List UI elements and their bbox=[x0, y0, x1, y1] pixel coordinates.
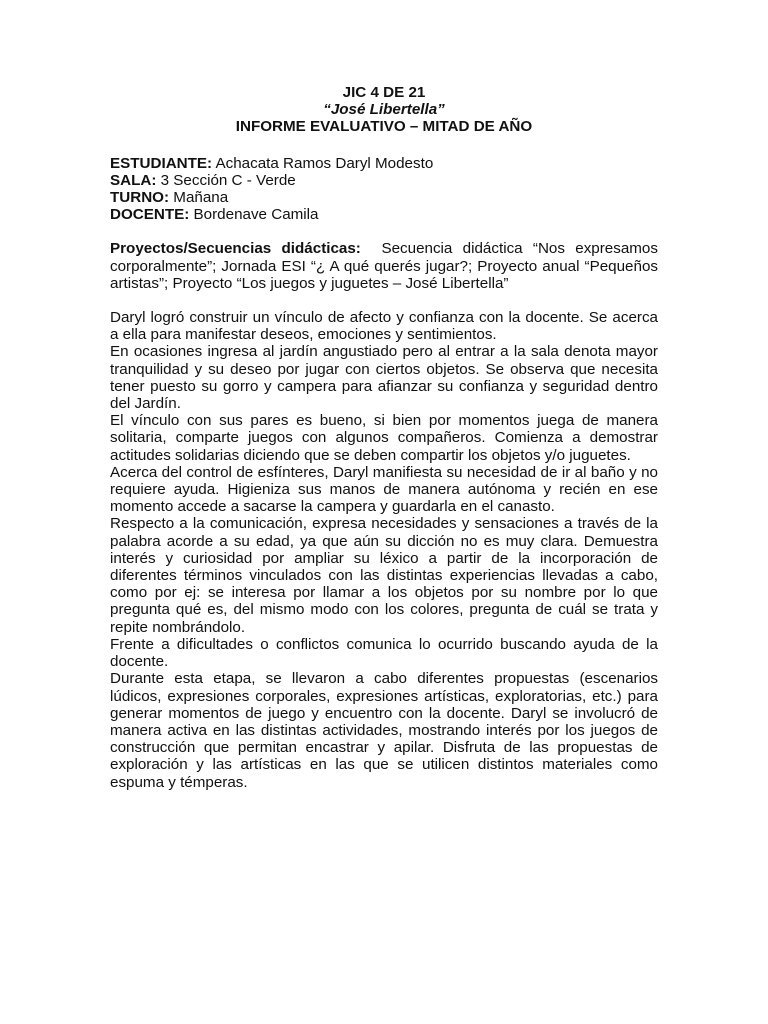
student-value: Achacata Ramos Daryl Modesto bbox=[215, 154, 434, 172]
paragraph-arrival: En ocasiones ingresa al jardín angustiado pero al entrar a la sala denota mayor tranquilidad y su deseo por jugar con ciertos objetos. Se observa que necesita tener puesto su gorro y campera para afianzar su confianza y seguridad dentro del Jardín. bbox=[110, 343, 658, 413]
report-title: INFORME EVALUATIVO – MITAD DE AÑO bbox=[235, 118, 533, 136]
paragraph-hygiene: Acerca del control de esfínteres, Daryl manifiesta su necesidad de ir al baño y no requiere ayuda. Higieniza sus manos de manera autónoma y recién en ese momento accede a sacarse la campera y guardarla en el canasto. bbox=[110, 463, 658, 516]
projects-section bbox=[110, 240, 658, 292]
student-row bbox=[110, 155, 658, 172]
paragraph-conflicts: Frente a dificultades o conflictos comunica lo ocurrido buscando ayuda de la docente. bbox=[110, 635, 658, 671]
teacher-value: Bordenave Camila bbox=[193, 206, 319, 224]
paragraph-bond-teacher: Daryl logró construir un vínculo de afecto y confianza con la docente. Se acerca a ella para manifestar deseos, emociones y sentimientos. bbox=[110, 309, 658, 344]
student-info bbox=[110, 155, 658, 224]
paragraph-peers: El vínculo con sus pares es bueno, si bien por momentos juega de manera solitaria, comparte juegos con algunos compañeros. Comienza a demostrar actitudes solidarias diciendo que se deben compartir los objetos y/o juguetes. bbox=[110, 412, 658, 464]
institution-title: JIC 4 DE 21 bbox=[342, 84, 426, 101]
teacher-label: DOCENTE: bbox=[110, 206, 190, 224]
projects-text: Secuencia didáctica “Nos expresamos corporalmente”; Jornada ESI “¿ A qué querés jugar?; Proyecto anual “Pequeños artistas”; Proyecto “Los juegos y juguetes – José Libertella” bbox=[110, 240, 658, 292]
paragraph-communication: Respecto a la comunicación, expresa necesidades y sensaciones a través de la palabra acorde a su edad, ya que aún su dicción no es muy clara. Demuestra interés y curiosidad por ampliar su léxico a partir de la incorporación de diferentes términos vinculados con las distintas experiencias llevadas a cabo, como por ej: se interesa por llamar a los objetos por su nombre por lo que pregunta qué es, del mismo modo con los colores, pregunta de cuál se trata y repite nombrándolo. bbox=[110, 515, 658, 636]
student-label: ESTUDIANTE: bbox=[110, 154, 213, 172]
projects-label: Proyectos/Secuencias didácticas: bbox=[110, 240, 361, 258]
shift-row bbox=[110, 189, 658, 206]
document-page bbox=[110, 84, 658, 791]
teacher-row bbox=[110, 206, 658, 223]
school-name: “José Libertella” bbox=[323, 101, 445, 119]
shift-value: Mañana bbox=[173, 189, 229, 207]
room-row bbox=[110, 172, 658, 189]
room-label: SALA: bbox=[110, 171, 157, 189]
document-header bbox=[110, 84, 658, 136]
report-body bbox=[110, 309, 658, 791]
shift-label: TURNO: bbox=[110, 189, 170, 207]
room-value: 3 Sección C - Verde bbox=[160, 171, 296, 189]
paragraph-activities: Durante esta etapa, se llevaron a cabo diferentes propuestas (escenarios lúdicos, expresiones corporales, expresiones artísticas, exploratorias, etc.) para generar momentos de juego y encuentro con la docente. Daryl se involucró de manera activa en las distintas actividades, mostrando interés por los juegos de construcción que permitan encastrar y apilar. Disfruta de las propuestas de exploración y las artísticas en las que se utilicen distintos materiales como espuma y témperas. bbox=[110, 670, 658, 791]
